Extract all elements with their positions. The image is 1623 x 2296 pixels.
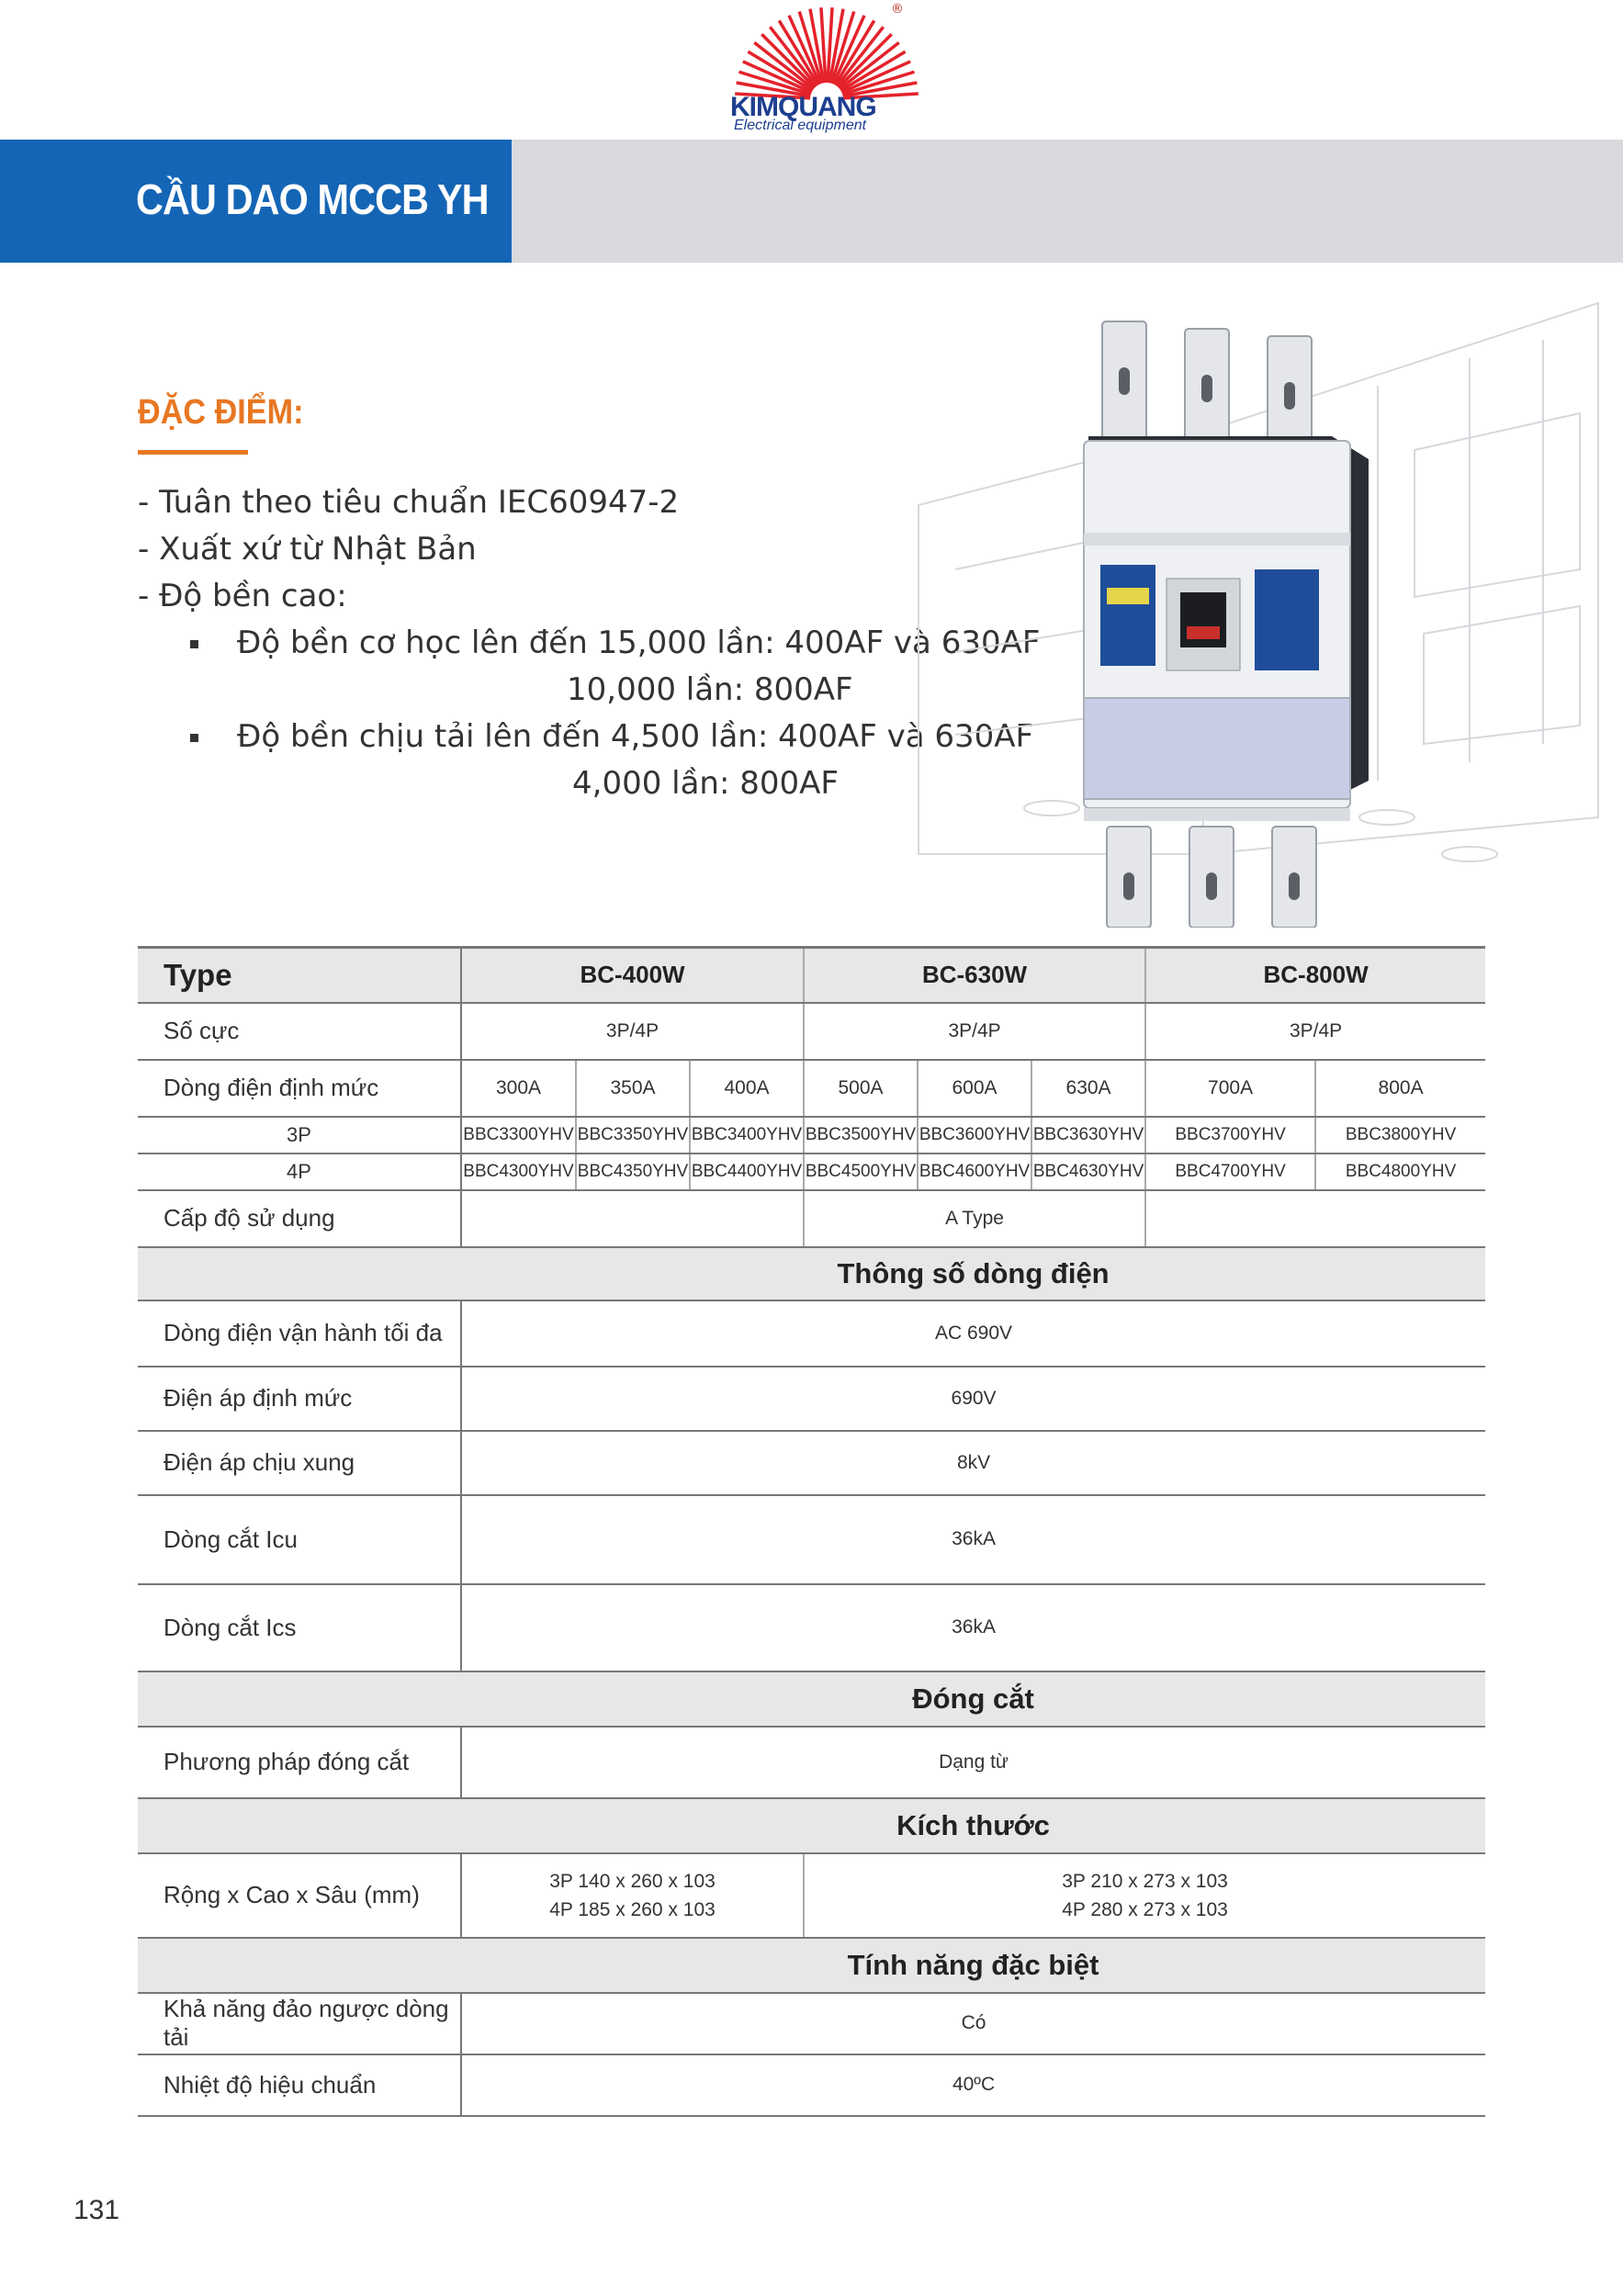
max-current-value: AC 690V [461, 1300, 1485, 1367]
section-electric-title: Thông số dòng điện [138, 1247, 1485, 1300]
features-heading: ĐẶC ĐIỂM: [138, 393, 304, 432]
method-label: Phương pháp đóng cắt [138, 1727, 461, 1798]
poles-800: 3P/4P [1145, 1003, 1485, 1060]
table-row-impulse [138, 1431, 1485, 1495]
section-size [138, 1798, 1485, 1853]
catalog-code: BBC4630YHV [1031, 1154, 1145, 1190]
bullet-icon [190, 734, 198, 742]
table-row-rated-voltage [138, 1367, 1485, 1431]
brand-subtitle: Electrical equipment [734, 118, 867, 133]
ics-label: Dòng cắt Ics [138, 1584, 461, 1671]
mccb-product-image [900, 266, 1623, 928]
catalog-code: BBC3700YHV [1145, 1117, 1315, 1154]
table-row-reverse [138, 1993, 1485, 2054]
dimensions-label: Rộng x Cao x Sâu (mm) [138, 1853, 461, 1938]
table-row-usage [138, 1190, 1485, 1247]
section-switching-title: Đóng cắt [138, 1671, 1485, 1727]
section-size-title: Kích thước [138, 1798, 1485, 1853]
table-header-row [138, 948, 1485, 1003]
max-current-label: Dòng điện vận hành tối đa [138, 1300, 461, 1367]
rated-voltage-label: Điện áp định mức [138, 1367, 461, 1431]
page-number: 131 [73, 2195, 120, 2225]
table-row-3p [138, 1117, 1485, 1154]
impulse-label: Điện áp chịu xung [138, 1431, 461, 1495]
section-special [138, 1938, 1485, 1993]
icu-value: 36kA [461, 1495, 1485, 1584]
features-underline [138, 450, 248, 455]
usage-400-empty [461, 1190, 804, 1247]
model-bc800w: BC-800W [1145, 948, 1485, 1003]
feature-bullet-mechanical: Độ bền cơ học lên đến 15,000 lần: 400AF và 630AF [237, 625, 1041, 661]
logo-ray [761, 34, 815, 87]
brand-logo [730, 0, 923, 138]
reverse-value: Có [461, 1993, 1485, 2054]
model-bc400w: BC-400W [461, 948, 804, 1003]
page-title: CẦU DAO MCCB YH [136, 175, 489, 223]
section-special-title: Tính năng đặc biệt [138, 1938, 1485, 1993]
catalog-code: BBC3800YHV [1315, 1117, 1485, 1154]
rated-value: 300A [461, 1060, 576, 1117]
feature-line-standard: - Tuân theo tiêu chuẩn IEC60947-2 [138, 484, 680, 521]
table-row-ics [138, 1584, 1485, 1671]
catalog-code: BBC4300YHV [461, 1154, 576, 1190]
catalog-code: BBC3300YHV [461, 1117, 576, 1154]
registered-mark: ® [891, 2, 904, 17]
dimensions-630-800 [804, 1853, 1485, 1938]
usage-value: A Type [804, 1190, 1145, 1247]
method-value: Dạng từ [461, 1727, 1485, 1798]
section-electric [138, 1247, 1485, 1300]
feature-line-durability: - Độ bền cao: [138, 578, 347, 614]
table-row-method [138, 1727, 1485, 1798]
catalog-code: BBC4600YHV [918, 1154, 1031, 1190]
rated-value: 700A [1145, 1060, 1315, 1117]
logo-ray [839, 34, 892, 87]
poles-630: 3P/4P [804, 1003, 1145, 1060]
catalog-code: BBC4500YHV [804, 1154, 918, 1190]
feature-bullet-mechanical-cont: 10,000 lần: 800AF [567, 671, 853, 708]
table-row-calibration [138, 2054, 1485, 2116]
brand-name: KIMQUANG [730, 92, 876, 122]
catalog-code: BBC4350YHV [576, 1154, 690, 1190]
table-row-poles [138, 1003, 1485, 1060]
catalog-code: BBC4800YHV [1315, 1154, 1485, 1190]
feature-line-origin: - Xuất xứ từ Nhật Bản [138, 531, 477, 568]
catalog-code: BBC4700YHV [1145, 1154, 1315, 1190]
table-row-icu [138, 1495, 1485, 1584]
rated-value: 800A [1315, 1060, 1485, 1117]
feature-bullet-load: Độ bền chịu tải lên đến 4,500 lần: 400AF và 630AF [237, 718, 1034, 755]
rated-value: 500A [804, 1060, 918, 1117]
feature-bullet-load-cont: 4,000 lần: 800AF [572, 765, 839, 802]
dimensions-400-3p: 3P 140 x 260 x 103 [549, 1870, 716, 1892]
dimensions-800-3p: 3P 210 x 273 x 103 [1062, 1870, 1228, 1892]
rated-value: 350A [576, 1060, 690, 1117]
reverse-label: Khả năng đảo ngược dòng tải [138, 1993, 461, 2054]
catalog-code: BBC3500YHV [804, 1117, 918, 1154]
rated-value: 630A [1031, 1060, 1145, 1117]
dimensions-800-4p: 4P 280 x 273 x 103 [1062, 1898, 1228, 1920]
row-3p-label: 3P [138, 1117, 461, 1154]
ics-value: 36kA [461, 1584, 1485, 1671]
impulse-value: 8kV [461, 1431, 1485, 1495]
rated-value: 400A [690, 1060, 804, 1117]
dimensions-400-4p: 4P 185 x 260 x 103 [549, 1898, 716, 1920]
poles-400: 3P/4P [461, 1003, 804, 1060]
catalog-code: BBC3630YHV [1031, 1117, 1145, 1154]
usage-800-empty [1145, 1190, 1485, 1247]
poles-label: Số cực [138, 1003, 461, 1060]
section-switching [138, 1671, 1485, 1727]
calibration-value: 40ºC [461, 2054, 1485, 2116]
rated-value: 600A [918, 1060, 1031, 1117]
dimensions-400 [461, 1853, 804, 1938]
row-4p-label: 4P [138, 1154, 461, 1190]
usage-label: Cấp độ sử dụng [138, 1190, 461, 1247]
catalog-code: BBC4400YHV [690, 1154, 804, 1190]
catalog-code: BBC3350YHV [576, 1117, 690, 1154]
table-row-dimensions [138, 1853, 1485, 1938]
bullet-icon [190, 640, 198, 648]
type-label: Type [138, 948, 461, 1003]
catalog-code: BBC3400YHV [690, 1117, 804, 1154]
table-row-4p [138, 1154, 1485, 1190]
icu-label: Dòng cắt Icu [138, 1495, 461, 1584]
rated-current-label: Dòng điện định mức [138, 1060, 461, 1117]
table-row-max-current [138, 1300, 1485, 1367]
rated-voltage-value: 690V [461, 1367, 1485, 1431]
model-bc630w: BC-630W [804, 948, 1145, 1003]
spec-table [138, 946, 1485, 2117]
table-row-rated-current [138, 1060, 1485, 1117]
catalog-code: BBC3600YHV [918, 1117, 1031, 1154]
calibration-label: Nhiệt độ hiệu chuẩn [138, 2054, 461, 2116]
